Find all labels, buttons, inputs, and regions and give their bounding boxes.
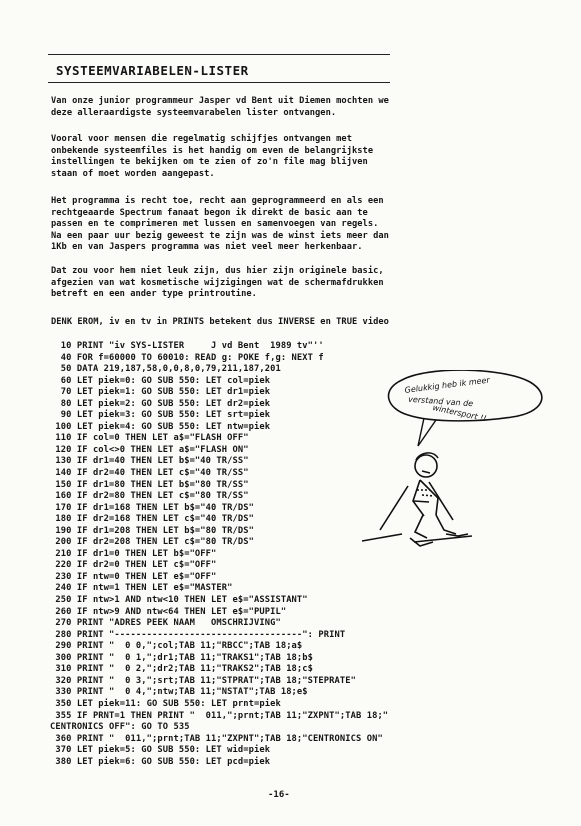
listing-line: CENTRONICS OFF": GO TO 535	[50, 722, 190, 733]
listing-line: 290 PRINT " 0 0,";col;TAB 11;"RBCC";TAB 18;a$	[50, 641, 303, 652]
cartoon-caption-line-1: Gelukkig heb ik meer	[404, 375, 491, 395]
listing-line: 270 PRINT "ADRES PEEK NAAM OMSCHRIJVING"	[50, 618, 281, 629]
cartoon-caption-line-2: verstand van de	[407, 394, 474, 409]
page-number: -16-	[268, 790, 290, 800]
page-title: SYSTEEMVARIABELEN-LISTER	[56, 63, 249, 78]
skier-figure	[362, 453, 472, 546]
title-rule-top	[48, 54, 390, 55]
listing-line: 220 IF dr2=0 THEN LET c$="OFF"	[50, 560, 217, 571]
listing-line: 120 IF col<>0 THEN LET a$="FLASH ON"	[50, 444, 249, 455]
original-basic-paragraph: Dat zou voor hem niet leuk zijn, dus hier zijn originele basic, afgezien van wat kosmetische wijzigingen wat de schermafdrukken betreft en een ander type printroutine.	[51, 266, 384, 299]
listing-line: 355 IF PRNT=1 THEN PRINT " 011,";prnt;TAB 11;"ZXPNT";TAB 18;"	[50, 710, 389, 721]
listing-line: 140 IF dr2=40 THEN LET c$="40 TR/SS"	[50, 468, 249, 479]
listing-line: 110 IF col=0 THEN LET a$="FLASH OFF"	[50, 433, 249, 444]
listing-line: 370 LET piek=5: GO SUB 550: LET wid=piek	[50, 745, 271, 756]
listing-line: 160 IF dr2=80 THEN LET c$="80 TR/SS"	[50, 491, 249, 502]
listing-line: 300 PRINT " 0 1,";dr1;TAB 11;"TRAKS1";TAB 18;b$	[50, 652, 314, 663]
listing-line: 50 DATA 219,187,58,0,0,8,0,79,211,187,201	[50, 364, 281, 375]
listing-line: 260 IF ntw>9 AND ntw<64 THEN LET e$="PUPIL"	[50, 606, 287, 617]
title-rule-bottom	[48, 82, 390, 83]
listing-line: 280 PRINT "-----------------------------------": PRINT	[50, 629, 346, 640]
listing-line: 100 LET piek=4: GO SUB 550: LET ntw=piek	[50, 421, 271, 432]
listing-line: 380 LET piek=6: GO SUB 550: LET pcd=piek	[50, 756, 271, 767]
intro-paragraph: Van onze junior programmeur Jasper vd Bent uit Diemen mochten we deze alleraardigste systeemvarabelen lister ontvangen.	[51, 96, 389, 118]
listing-line: 170 IF dr1=168 THEN LET b$="40 TR/DS"	[50, 502, 254, 513]
listing-line: 80 LET piek=2: GO SUB 550: LET dr2=piek	[50, 398, 271, 409]
cartoon-caption-line-3: wintersport !!	[431, 403, 488, 424]
editing-paragraph: Het programma is recht toe, recht aan geprogrammeerd en als een rechtgeaarde Spectrum fanaat begon ik direkt de basic aan te passen en te comprimeren met lussen en samenvoegen van regels. Na een paar uur bezig geweest te zijn was de winst iets meer dan 1Kb en van Jaspers programma was niet veel meer herkenbaar.	[51, 196, 389, 252]
listing-line: 250 IF ntw>1 AND ntw<10 THEN LET e$="ASSISTANT"	[50, 595, 308, 606]
listing-line: 320 PRINT " 0 3,";srt;TAB 11;"STPRAT";TAB 18;"STEPRATE"	[50, 675, 356, 686]
listing-line: 150 IF dr1=80 THEN LET b$="80 TR/SS"	[50, 479, 249, 490]
listing-line: 70 LET piek=1: GO SUB 550: LET dr1=piek	[50, 387, 271, 398]
listing-line: 360 PRINT " 011,";prnt;TAB 11;"ZXPNT";TAB 18;"CENTRONICS ON"	[50, 733, 383, 744]
skier-cartoon	[332, 370, 556, 560]
listing-line: 130 IF dr1=40 THEN LET b$="40 TR/SS"	[50, 456, 249, 467]
listing-line: 240 IF ntw=1 THEN LET e$="MASTER"	[50, 583, 233, 594]
listing-line: 90 LET piek=3: GO SUB 550: LET srt=piek	[50, 410, 271, 421]
listing-line: 200 IF dr2=208 THEN LET c$="80 TR/DS"	[50, 537, 254, 548]
listing-line: 10 PRINT "iv SYS-LISTER J vd Bent 1989 tv"''	[50, 341, 324, 351]
inverse-video-note: DENK EROM, iv en tv in PRINTS betekent dus INVERSE en TRUE video	[51, 317, 389, 327]
listing-line: 180 IF dr2=168 THEN LET c$="40 TR/DS"	[50, 514, 254, 525]
listing-line: 210 IF dr1=0 THEN LET b$="OFF"	[50, 548, 217, 559]
listing-line: 350 LET piek=11: GO SUB 550: LET prnt=piek	[50, 698, 281, 709]
listing-line: 230 IF ntw=0 THEN LET e$="OFF"	[50, 571, 217, 582]
purpose-paragraph: Vooral voor mensen die regelmatig schijfjes ontvangen met onbekende systeemfiles is het handig om even de belangrijkste instellingen te bekijken om te zien of zo'n file mag blijven staan of moet worden aangepast.	[51, 134, 374, 179]
listing-line: 330 PRINT " 0 4,";ntw;TAB 11;"NSTAT";TAB 18;e$	[50, 687, 308, 698]
listing-line: 190 IF dr1=208 THEN LET b$="80 TR/DS"	[50, 525, 254, 536]
listing-line: 310 PRINT " 0 2,";dr2;TAB 11;"TRAKS2";TAB 18;c$	[50, 664, 314, 675]
listing-line: 40 FOR f=60000 TO 60010: READ g: POKE f,g: NEXT f	[50, 352, 324, 363]
listing-line: 60 LET piek=0: GO SUB 550: LET col=piek	[50, 375, 271, 386]
speech-bubble	[389, 370, 542, 446]
